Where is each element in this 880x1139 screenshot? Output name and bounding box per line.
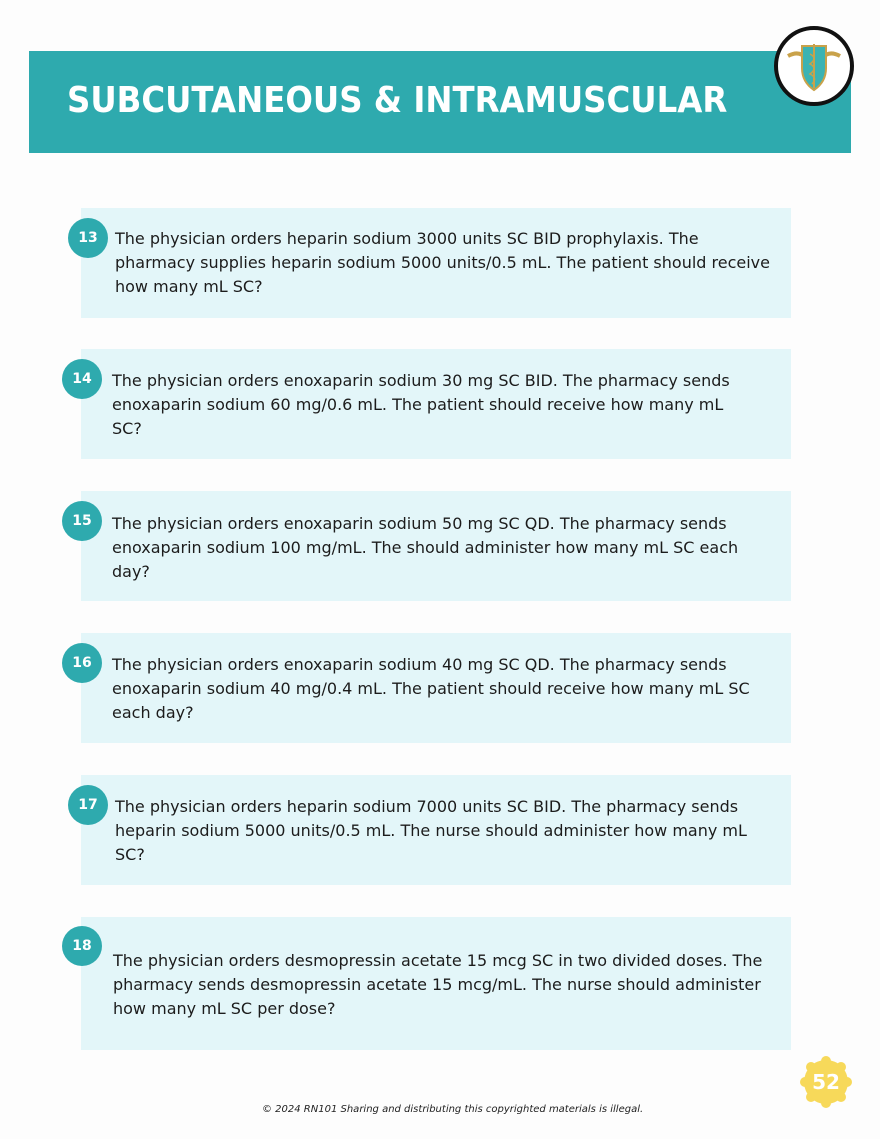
question-text: The physician orders heparin sodium 7000 units SC BID. The pharmacy sends heparin sodium 5000 units/0.5 mL. The nurse should administer how many mL SC? (115, 797, 747, 864)
question-number-badge: 18 (62, 926, 102, 966)
shield-icon (784, 36, 844, 96)
question-number-badge: 15 (62, 501, 102, 541)
copyright-footer: © 2024 RN101 Sharing and distributing this copyrighted materials is illegal. (262, 1104, 644, 1115)
caduceus-shield-logo (774, 26, 854, 106)
question-number-badge: 16 (62, 643, 102, 683)
question-number-badge: 17 (68, 785, 108, 825)
question-number-badge: 14 (62, 359, 102, 399)
page-title: SUBCUTANEOUS & INTRAMUSCULAR (67, 80, 728, 121)
question-text: The physician orders desmopressin acetate 15 mcg SC in two divided doses. The pharmacy sends desmopressin acetate 15 mcg/mL. The nurse should administer how many mL SC per dose? (113, 951, 763, 1018)
question-text: The physician orders enoxaparin sodium 40 mg SC QD. The pharmacy sends enoxaparin sodium 40 mg/0.4 mL. The patient should receive how many mL SC each day? (112, 655, 750, 722)
question-text: The physician orders enoxaparin sodium 30 mg SC BID. The pharmacy sends enoxaparin sodium 60 mg/0.6 mL. The patient should receive how many mL SC? (112, 371, 730, 438)
question-text: The physician orders enoxaparin sodium 50 mg SC QD. The pharmacy sends enoxaparin sodium 100 mg/mL. The should administer how many mL SC each day? (112, 514, 739, 581)
question-text: The physician orders heparin sodium 3000 units SC BID prophylaxis. The pharmacy supplies heparin sodium 5000 units/0.5 mL. The patient should receive how many mL SC? (115, 229, 770, 296)
page-number-badge (800, 1056, 852, 1108)
question-number-badge: 13 (68, 218, 108, 258)
page-number: 52 (812, 1070, 840, 1094)
header-banner (29, 51, 851, 153)
